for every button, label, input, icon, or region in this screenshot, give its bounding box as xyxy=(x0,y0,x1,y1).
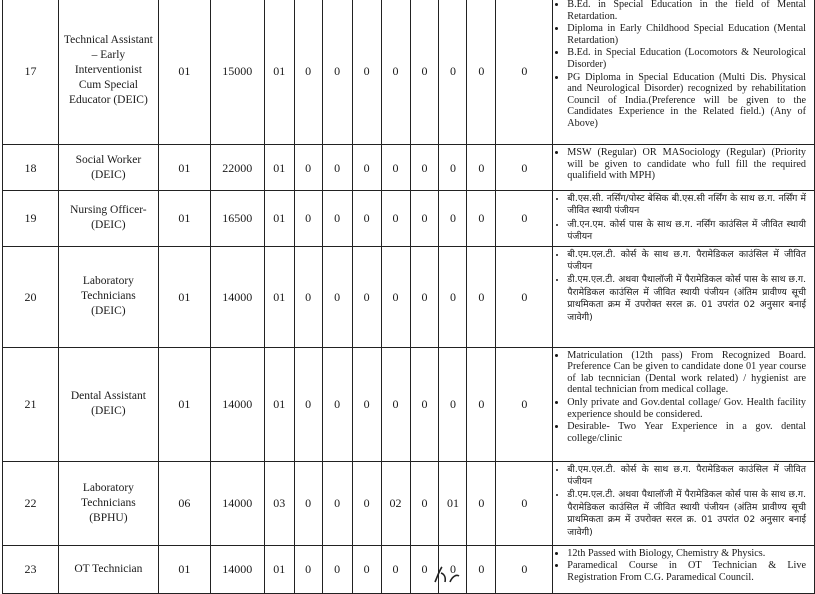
serial-number-cell: 18 xyxy=(3,145,59,191)
qualification-item: • Paramedical Course in OT Technician & Live Registration From C.G. Paramedical Council. xyxy=(567,560,806,583)
category-count-cell: 0 xyxy=(352,545,381,593)
qualification-item: • B.Ed. in Special Education in the field of Mental Retardation. xyxy=(567,0,806,22)
qualification-item: • डी.एम.एल.टी. अथवा पैथालॉजी में पैरामेडिकल कोर्स पास के साथ छ.ग. पैरामेडिकल काउंसिल में जीवित स्थायी पंजीयन (अंतिम प्रावीण्य सूची प्राथमिकता क्रम में उपरोक्त सरल क्र. 01 उपरांत 02 अनुसार बनाई जावेगी) xyxy=(567,274,806,324)
category-count-cell: 0 xyxy=(352,347,381,461)
category-count-cell: 0 xyxy=(322,246,352,347)
qualification-item: • Diploma in Early Childhood Special Education (Mental Retardation) xyxy=(567,23,806,46)
category-count-cell: 0 xyxy=(410,545,439,593)
table-row xyxy=(3,461,815,545)
category-count-cell: 0 xyxy=(352,191,381,247)
table-row xyxy=(3,246,815,347)
qualification-item: • PG Diploma in Special Education (Multi Dis. Physical and Neurological Disorder) recognized by rehabilitation Council of India.(Preference will be given to the Candidates Experience in the Related field.) (Any of Above) xyxy=(567,72,806,130)
category-count-cell: 0 xyxy=(322,347,352,461)
category-count-cell: 01 xyxy=(264,0,294,145)
category-count-cell: 0 xyxy=(439,545,467,593)
category-count-cell: 0 xyxy=(410,191,439,247)
total-posts-cell: 01 xyxy=(158,545,210,593)
table-row xyxy=(3,0,815,145)
qualification-item: • बी.एम.एल.टी. कोर्स के साथ छ.ग. पैरामेडिकल काउंसिल में जीवित पंजीयन xyxy=(567,464,806,489)
reserved-count-cell: 0 xyxy=(496,545,553,593)
post-name-cell: Laboratory Technicians (BPHU) xyxy=(58,461,158,545)
salary-cell: 14000 xyxy=(210,545,264,593)
total-posts-cell: 01 xyxy=(158,191,210,247)
serial-number-cell: 19 xyxy=(3,191,59,247)
qualification-cell xyxy=(553,0,815,145)
total-posts-cell: 06 xyxy=(158,461,210,545)
salary-cell: 14000 xyxy=(210,347,264,461)
salary-cell: 16500 xyxy=(210,191,264,247)
category-count-cell: 0 xyxy=(381,0,410,145)
category-count-cell: 0 xyxy=(439,145,467,191)
qualification-list xyxy=(557,249,806,324)
table-row xyxy=(3,191,815,247)
category-count-cell: 0 xyxy=(352,0,381,145)
category-count-cell: 01 xyxy=(264,246,294,347)
qualification-item: • 12th Passed with Biology, Chemistry & Physics. xyxy=(567,548,806,560)
reserved-count-cell: 0 xyxy=(496,191,553,247)
post-name-cell: Dental Assistant (DEIC) xyxy=(58,347,158,461)
total-posts-cell: 01 xyxy=(158,347,210,461)
reserved-count-cell: 0 xyxy=(496,246,553,347)
category-count-cell: 0 xyxy=(294,347,322,461)
category-count-cell: 0 xyxy=(294,545,322,593)
category-count-cell: 0 xyxy=(467,191,496,247)
reserved-count-cell: 0 xyxy=(496,145,553,191)
qualification-list xyxy=(557,147,806,182)
total-posts-cell: 01 xyxy=(158,246,210,347)
qualification-list xyxy=(557,350,806,445)
category-count-cell: 0 xyxy=(467,246,496,347)
category-count-cell: 0 xyxy=(294,246,322,347)
qualification-item: • बी.एम.एल.टी. कोर्स के साथ छ.ग. पैरामेडिकल काउंसिल में जीवित पंजीयन xyxy=(567,249,806,274)
post-name-cell: Social Worker (DEIC) xyxy=(58,145,158,191)
category-count-cell: 0 xyxy=(439,191,467,247)
qualification-item: • जी.एन.एम. कोर्स पास के साथ छ.ग. नर्सिंग काउंसिल में जीवित स्थायी पंजीयन xyxy=(567,219,806,244)
category-count-cell: 01 xyxy=(264,145,294,191)
qualification-list xyxy=(557,548,806,584)
category-count-cell: 0 xyxy=(352,246,381,347)
category-count-cell: 0 xyxy=(467,145,496,191)
category-count-cell: 02 xyxy=(381,461,410,545)
qualification-cell xyxy=(553,246,815,347)
recruitment-table xyxy=(2,0,815,594)
qualification-cell xyxy=(553,191,815,247)
category-count-cell: 0 xyxy=(294,461,322,545)
category-count-cell: 0 xyxy=(294,145,322,191)
qualification-list xyxy=(557,193,806,244)
table-body xyxy=(3,0,815,593)
category-count-cell: 0 xyxy=(410,347,439,461)
category-count-cell: 01 xyxy=(264,347,294,461)
table-row xyxy=(3,545,815,593)
qualification-item: • डी.एम.एल.टी. अथवा पैथालॉजी में पैरामेडिकल कोर्स पास के साथ छ.ग. पैरामेडिकल काउंसिल में जीवित स्थायी पंजीयन (अंतिम प्रावीण्य सूची प्राथमिकता क्रम में उपरोक्त सरल क्र. 01 उपरांत 02 अनुसार बनाई जावेगी) xyxy=(567,489,806,539)
qualification-list xyxy=(557,464,806,539)
category-count-cell: 01 xyxy=(439,461,467,545)
category-count-cell: 0 xyxy=(322,145,352,191)
post-name-cell: OT Technician xyxy=(58,545,158,593)
category-count-cell: 0 xyxy=(410,0,439,145)
category-count-cell: 0 xyxy=(322,461,352,545)
reserved-count-cell: 0 xyxy=(496,461,553,545)
salary-cell: 15000 xyxy=(210,0,264,145)
category-count-cell: 0 xyxy=(410,246,439,347)
category-count-cell: 0 xyxy=(439,0,467,145)
table-row xyxy=(3,145,815,191)
category-count-cell: 01 xyxy=(264,545,294,593)
reserved-count-cell: 0 xyxy=(496,0,553,145)
qualification-list xyxy=(557,0,806,130)
qualification-item: • MSW (Regular) OR MASociology (Regular) (Priority will be given to candidate who full fill the required qualifield with MPH) xyxy=(567,147,806,182)
serial-number-cell: 17 xyxy=(3,0,59,145)
qualification-cell xyxy=(553,145,815,191)
category-count-cell: 0 xyxy=(322,0,352,145)
category-count-cell: 0 xyxy=(352,461,381,545)
category-count-cell: 0 xyxy=(467,545,496,593)
serial-number-cell: 23 xyxy=(3,545,59,593)
qualification-item: • B.Ed. in Special Education (Locomotors & Neurological Disorder) xyxy=(567,47,806,70)
table-row xyxy=(3,347,815,461)
category-count-cell: 0 xyxy=(439,347,467,461)
salary-cell: 14000 xyxy=(210,461,264,545)
category-count-cell: 01 xyxy=(264,191,294,247)
category-count-cell: 0 xyxy=(322,191,352,247)
post-name-cell: Technical Assistant – Early Interventionist Cum Special Educator (DEIC) xyxy=(58,0,158,145)
signature-mark xyxy=(432,565,462,583)
category-count-cell: 0 xyxy=(352,145,381,191)
category-count-cell: 0 xyxy=(381,545,410,593)
total-posts-cell: 01 xyxy=(158,0,210,145)
post-name-cell: Nursing Officer- (DEIC) xyxy=(58,191,158,247)
category-count-cell: 0 xyxy=(410,461,439,545)
category-count-cell: 0 xyxy=(439,246,467,347)
salary-cell: 14000 xyxy=(210,246,264,347)
serial-number-cell: 21 xyxy=(3,347,59,461)
category-count-cell: 0 xyxy=(467,0,496,145)
post-name-cell: Laboratory Technicians (DEIC) xyxy=(58,246,158,347)
category-count-cell: 0 xyxy=(467,461,496,545)
category-count-cell: 0 xyxy=(322,545,352,593)
category-count-cell: 0 xyxy=(381,191,410,247)
qualification-item: • Desirable- Two Year Experience in a gov. dental college/clinic xyxy=(567,421,806,444)
qualification-cell xyxy=(553,347,815,461)
serial-number-cell: 22 xyxy=(3,461,59,545)
qualification-item: • Only private and Gov.dental collage/ Gov. Health facility experience should be considered. xyxy=(567,397,806,420)
reserved-count-cell: 0 xyxy=(496,347,553,461)
category-count-cell: 0 xyxy=(381,347,410,461)
total-posts-cell: 01 xyxy=(158,145,210,191)
qualification-item: • बी.एस.सी. नर्सिंग/पोस्ट बेसिक बी.एस.सी नर्सिंग के साथ छ.ग. नर्सिंग में जीवित स्थायी पंजीयन xyxy=(567,193,806,218)
serial-number-cell: 20 xyxy=(3,246,59,347)
category-count-cell: 0 xyxy=(381,246,410,347)
category-count-cell: 0 xyxy=(294,0,322,145)
salary-cell: 22000 xyxy=(210,145,264,191)
qualification-cell xyxy=(553,545,815,593)
category-count-cell: 0 xyxy=(467,347,496,461)
category-count-cell: 0 xyxy=(410,145,439,191)
category-count-cell: 03 xyxy=(264,461,294,545)
qualification-item: • Matriculation (12th pass) From Recognized Board. Preference Can be given to candidate done 01 year course of lab tecnnician (Dental work related) / hygienist are dental technician from medical collage. xyxy=(567,350,806,396)
category-count-cell: 0 xyxy=(381,145,410,191)
qualification-cell xyxy=(553,461,815,545)
category-count-cell: 0 xyxy=(294,191,322,247)
